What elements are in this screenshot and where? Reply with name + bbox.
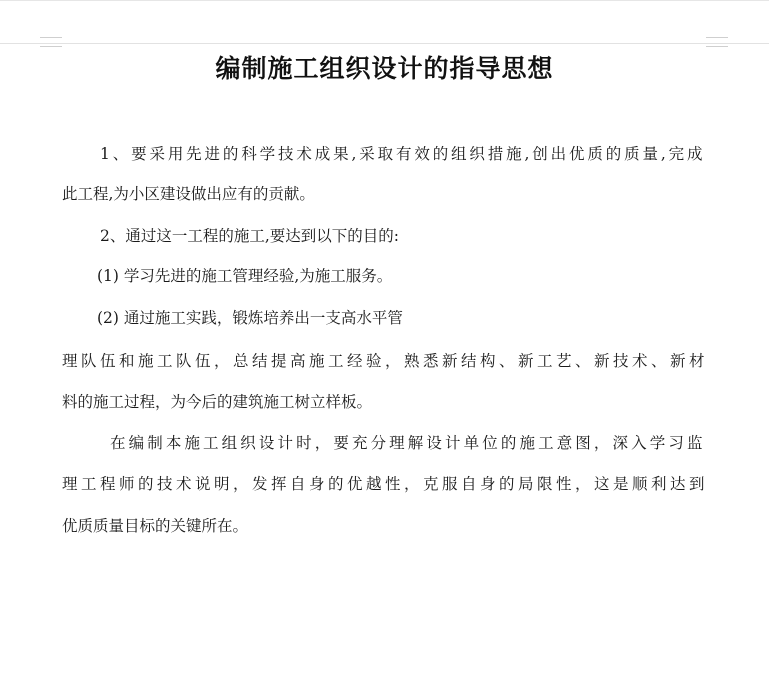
list-item-2-line-1: (2) 通过施工实践，锻炼培养出一支高水平管 (97, 309, 403, 327)
paragraph-3-line-2: 理工程师的技术说明，发挥自身的优越性，克服自身的局限性，这是顺利达到 (62, 475, 705, 493)
paragraph-3-line-3: 优质质量目标的关键所在。 (62, 517, 249, 535)
list-item-1: (1) 学习先进的施工管理经验,为施工服务。 (97, 267, 393, 285)
paragraph-2: 2、通过这一工程的施工,要达到以下的目的: (100, 227, 400, 245)
list-item-2-line-2: 理队伍和施工队伍，总结提高施工经验，熟悉新结构、新工艺、新技术、新材 (62, 352, 705, 370)
document-title: 编制施工组织设计的指导思想 (215, 54, 554, 83)
list-item-2-line-3: 料的施工过程，为今后的建筑施工树立样板。 (62, 393, 373, 411)
paragraph-1-line-2: 此工程,为小区建设做出应有的贡献。 (62, 185, 315, 203)
paragraph-1-line-1: 1、要采用先进的科学技术成果,采取有效的组织措施,创出优质的质量,完成 (100, 145, 703, 163)
header-rule (0, 43, 769, 44)
left-margin-mark (40, 37, 62, 47)
right-margin-mark (706, 37, 728, 47)
paragraph-3-line-1: 在编制本施工组织设计时，要充分理解设计单位的施工意图，深入学习监 (110, 434, 703, 452)
